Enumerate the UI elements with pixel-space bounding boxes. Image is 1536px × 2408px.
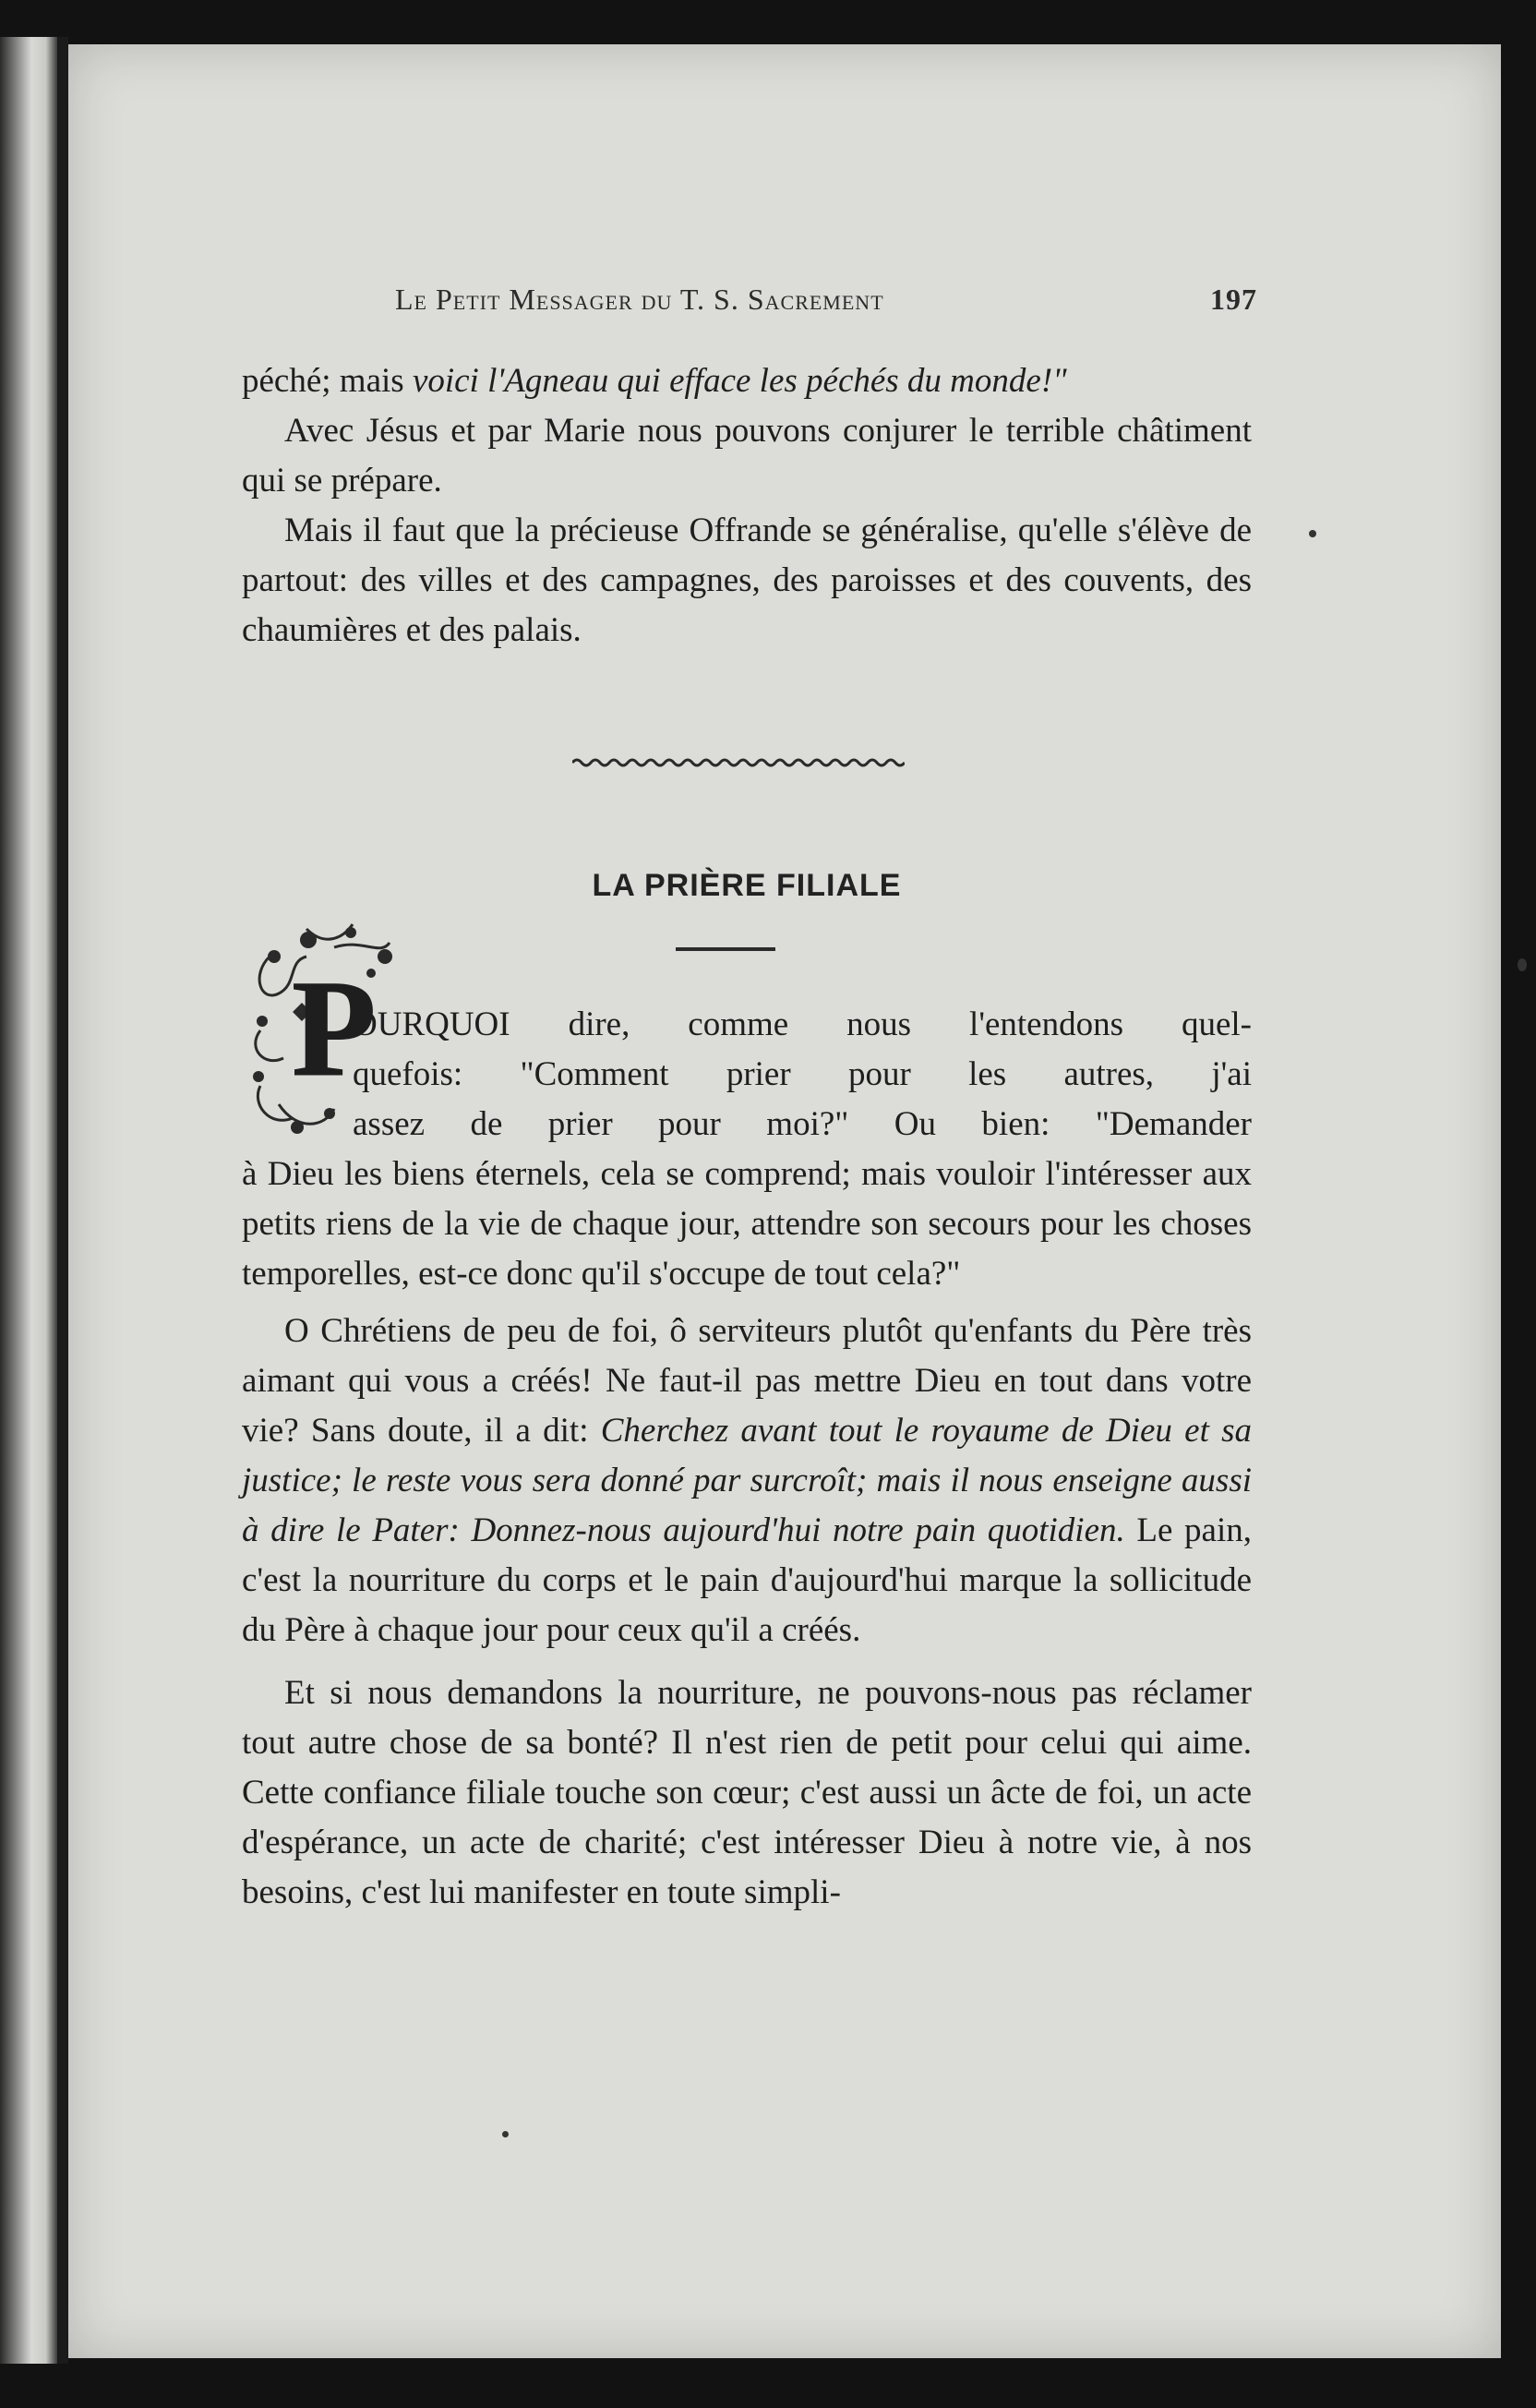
scan-speck: [502, 2131, 509, 2137]
drop-cap-line-1-rest: dire, comme nous l'entendons quel-: [510, 1005, 1252, 1043]
drop-cap-line-3: assez de prier pour moi?" Ou bien: "Demander: [353, 1105, 1252, 1143]
section-paragraph-2-end: Le pain, c'est la nourriture du corps et le pain d'aujourd'hui marque la sollicitude du Père à chaque jour pour ceux qu'il a créés.: [242, 1511, 1252, 1649]
running-title: Le Petit Messager du T. S. Sacrement: [395, 283, 884, 316]
running-header: [395, 283, 1257, 325]
intro-paragraph-2: Mais il faut que la précieuse Offrande se généralise, qu'elle s'élève de partout: des villes et des campagnes, des paroisses et des couvents, des chaumières et des palais.: [242, 512, 1252, 649]
drop-cap-line-1: [353, 1000, 1252, 1050]
section-paragraph-2-start: O Chrétiens de peu de foi, ô serviteurs plutôt qu'enfants du Père très aimant qui vous a créés! Ne faut-il pas mettre Dieu en tout dans votre vie? Sans doute, il a dit:: [242, 1312, 1252, 1450]
section-paragraph-1: à Dieu les biens éternels, cela se comprend; mais vouloir l'intéresser aux petits riens de la vie de chaque jour, attendre son secours pour les choses temporelles, est-ce donc qu'il s'occupe de tout cela?": [242, 1155, 1252, 1293]
intro-line-1-quote: voici l'Agneau qui efface les péchés du monde!": [412, 362, 1067, 400]
scripture-quote: Cherchez avant tout le royaume de Dieu et sa justice; le reste vous sera donné par surcroît; mais il nous enseigne aussi à dire le Pater: Donnez-nous aujourd'hui notre pain quotidien.: [242, 1412, 1253, 1549]
drop-cap-line-2: quefois: "Comment prier pour les autres, j'ai: [353, 1055, 1252, 1093]
section-title: LA PRIÈRE FILIALE: [592, 868, 902, 903]
wavy-ornament-divider: [572, 755, 905, 770]
intro-paragraph-1: Avec Jésus et par Marie nous pouvons conjurer le terrible châtiment qui se prépare.: [242, 412, 1252, 500]
scan-speck: [1309, 530, 1316, 537]
first-word-rest: OURQUOI: [353, 1005, 510, 1043]
intro-line-1: [242, 356, 1252, 406]
page-number: 197: [1210, 283, 1257, 316]
section-paragraph-3: Et si nous demandons la nourriture, ne pouvons-nous pas réclamer tout autre chose de sa bonté? Il n'est rien de petit pour celui qui aime. Cette confiance filiale touche son cœur; c'est aussi un âcte de foi, un acte d'espérance, un acte de charité; c'est intéresser Dieu à notre vie, à nos besoins, c'est lui manifester en toute simpli-: [242, 1674, 1252, 1911]
book-gutter: [57, 37, 68, 2364]
adjacent-page-edge: [0, 37, 57, 2364]
intro-line-1-start: péché; mais: [242, 362, 413, 400]
drop-cap-letter: P: [292, 952, 377, 1105]
section-paragraph-2: [242, 1306, 1252, 1656]
scan-speck: [1518, 958, 1527, 971]
title-underline: [676, 947, 775, 951]
section-body: [242, 1150, 1252, 1918]
intro-text: [242, 356, 1252, 656]
